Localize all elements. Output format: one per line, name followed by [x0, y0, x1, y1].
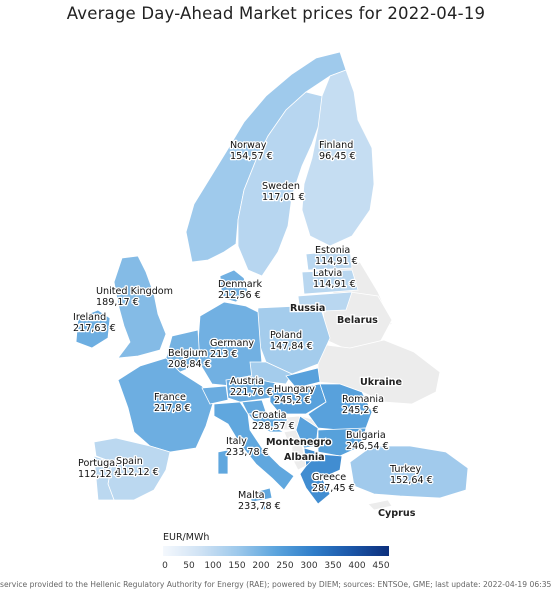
label-sweden-name: Sweden [262, 181, 300, 192]
label-ukraine: Ukraine [360, 377, 403, 388]
label-uk-price: 189,17 € [96, 297, 139, 308]
label-portugal-name: Portugal [78, 458, 118, 469]
label-italy-name: Italy [226, 436, 247, 447]
label-albania: Albania [284, 452, 325, 463]
label-estonia-name: Estonia [315, 245, 351, 256]
label-poland-price: 147,84 € [270, 341, 313, 352]
label-bulgaria-name: Bulgaria [346, 430, 386, 441]
label-italy-price: 233,78 € [226, 447, 269, 458]
label-romania-name: Romania [342, 394, 384, 405]
label-hungary-name: Hungary [274, 384, 315, 395]
label-malta-price: 233,78 € [238, 501, 281, 512]
label-malta-name: Malta [238, 490, 265, 501]
legend-ticks [155, 561, 400, 575]
legend-tick-label: 350 [324, 561, 342, 571]
label-greece-price: 287,45 € [312, 483, 355, 494]
label-germany-name: Germany [210, 338, 255, 349]
legend-tick-label: 400 [348, 561, 366, 571]
label-bulgaria-price: 246,54 € [346, 441, 389, 452]
label-norway-price: 154,57 € [230, 151, 273, 162]
label-ireland-price: 217,63 € [73, 323, 116, 334]
legend-tick-label: 50 [183, 561, 195, 571]
label-russia: Russia [290, 303, 326, 314]
label-finland-price: 96,45 € [319, 151, 356, 162]
map-title: Average Day-Ahead Market prices for 2022-04-19 [66, 4, 486, 23]
label-greece-name: Greece [312, 472, 347, 483]
legend-color-bar [163, 546, 389, 556]
label-uk-name: United Kingdom [96, 286, 174, 297]
label-sweden-price: 117,01 € [262, 192, 305, 203]
label-ireland-name: Ireland [73, 312, 107, 323]
legend-tick-label: 300 [300, 561, 318, 571]
label-belarus: Belarus [337, 315, 378, 326]
label-turkey-price: 152,64 € [390, 475, 433, 486]
label-austria-price: 221,76 € [230, 387, 273, 398]
label-belgium-name: Belgium [168, 348, 208, 359]
label-denmark-price: 212,56 € [218, 290, 261, 301]
legend-tick-label: 0 [162, 561, 168, 571]
label-croatia-name: Croatia [252, 410, 287, 421]
label-portugal-price: 112,12 € [78, 469, 121, 480]
label-latvia-name: Latvia [313, 268, 343, 279]
label-belgium-price: 208,84 € [168, 359, 211, 370]
label-turkey-name: Turkey [390, 464, 422, 475]
label-denmark-name: Denmark [218, 279, 263, 290]
label-romania-price: 245,2 € [342, 405, 379, 416]
label-austria-name: Austria [230, 376, 264, 387]
label-finland-name: Finland [319, 140, 354, 151]
label-latvia-price: 114,91 € [313, 279, 356, 290]
label-montenegro: Montenegro [266, 437, 332, 448]
label-poland-name: Poland [270, 330, 303, 341]
label-croatia-price: 228,57 € [252, 421, 295, 432]
footer-credits: service provided to the Hellenic Regulatory Authority for Energy (RAE); powered by DIEM; sources: ENTSOe, GME; last update: 2022-04-19 06:35 [0, 580, 552, 589]
legend-tick-label: 200 [252, 561, 270, 571]
legend-tick-label: 250 [276, 561, 294, 571]
label-france-name: France [154, 392, 186, 403]
legend-tick-label: 150 [228, 561, 246, 571]
legend-title: EUR/MWh [163, 532, 210, 543]
label-estonia-price: 114,91 € [315, 256, 358, 267]
label-spain-price: 112,12 € [116, 467, 159, 478]
legend-tick-label: 100 [204, 561, 222, 571]
label-spain-name: Spain [116, 456, 143, 467]
label-cyprus: Cyprus [378, 508, 416, 519]
legend-tick-label: 450 [372, 561, 390, 571]
label-norway-name: Norway [230, 140, 267, 151]
label-france-price: 217,8 € [154, 403, 191, 414]
label-hungary-price: 245,2 € [274, 395, 311, 406]
label-germany-price: 213 € [210, 349, 238, 360]
